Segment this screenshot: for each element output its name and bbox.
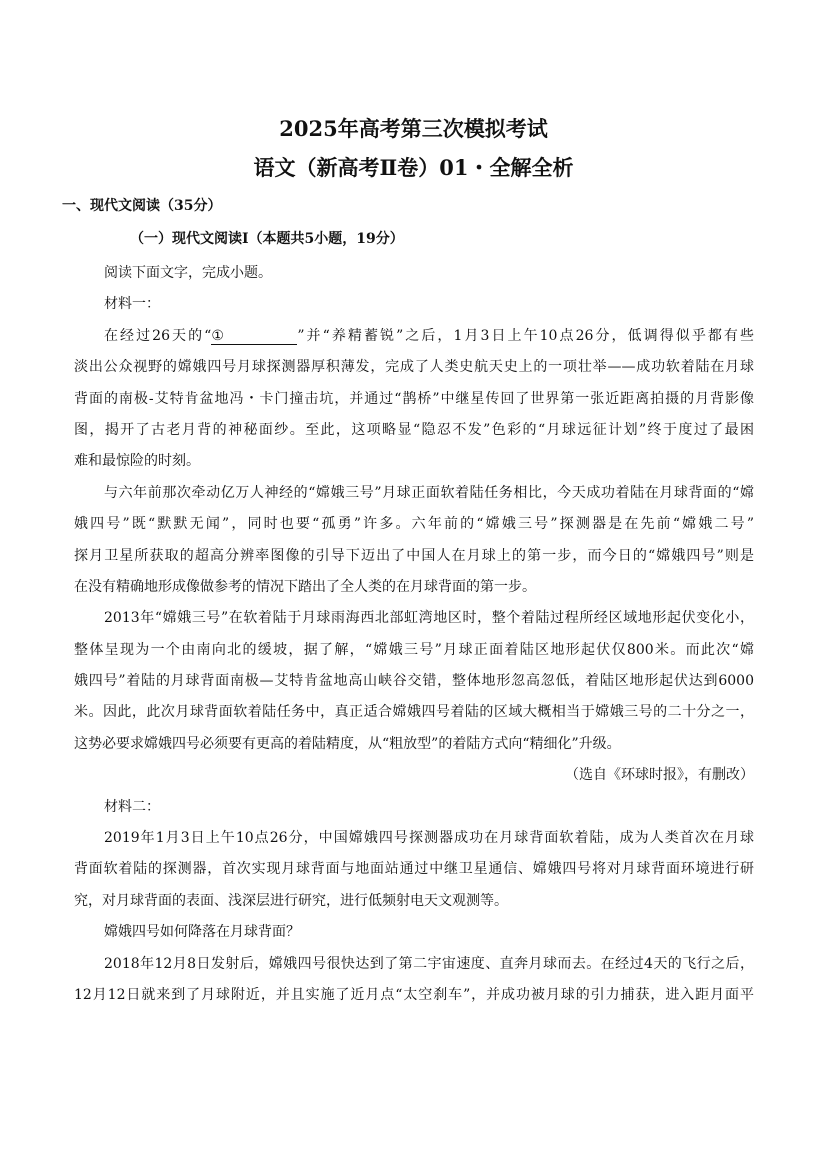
paragraph-line: 难和最惊险的时刻。 (74, 453, 200, 470)
paragraph-line: 背面的南极-艾特肯盆地冯・卡门撞击坑，并通过“鹊桥”中继星传回了世界第一张近距离拍摄的月背影像 (74, 390, 754, 407)
paragraph-line: 究，对月球背面的表面、浅深层进行研究，进行低频射电天文观测等。 (74, 892, 508, 909)
material-2-label: 材料二： (104, 798, 160, 815)
fill-blank[interactable]: ① (211, 328, 297, 345)
paragraph-line: 娥四号”着陆的月球背面南极—艾特肯盆地高山峡谷交错，整体地形忽高忽低，着陆区地形起伏达到6000 (74, 673, 754, 690)
paragraph-line: 2019年1月3日上午10点26分，中国嫦娥四号探测器成功在月球背面软着陆，成为人类首次在月球 (104, 830, 754, 847)
paragraph-line: 在没有精确地形成像做参考的情况下踏出了全人类的在月球背面的第一步。 (74, 578, 536, 595)
paragraph-line: 2013年“嫦娥三号”在软着陆于月球雨海西北部虹湾地区时，整个着陆过程所经区域地形起伏变化小， (104, 610, 754, 627)
document-body (74, 258, 754, 1011)
section-heading: 一、现代文阅读（35分） (62, 198, 222, 214)
source-citation: （选自《环球时报》，有删改） (565, 767, 754, 784)
material-1-label: 材料一： (104, 296, 160, 313)
text: ”并“养精蓄锐”之后，1月3日上午10点26分，低调得似乎都有些 (297, 327, 754, 344)
paragraph-line (74, 321, 754, 352)
paragraph-line: 探月卫星所获取的超高分辨率图像的引导下迈出了中国人在月球上的第一步，而今日的“嫦娥四号”则是 (74, 547, 754, 564)
paragraph-line: 淡出公众视野的嫦娥四号月球探测器厚积薄发，完成了人类史航天史上的一项壮举——成功软着陆在月球 (74, 359, 754, 376)
paragraph-line: 这势必要求嫦娥四号必须要有更高的着陆精度，从“粗放型”的着陆方式向“精细化”升级。 (74, 735, 621, 752)
text: 在经过26天的“ (104, 327, 212, 344)
instruction: 阅读下面文字，完成小题。 (104, 265, 272, 281)
paragraph-line: 2018年12月8日发射后，嫦娥四号很快达到了第二宇宙速度、直奔月球而去。在经过4天的飞行之后， (104, 955, 754, 972)
paragraph-line: 整体呈现为一个由南向北的缓坡，据了解，“嫦娥三号”月球正面着陆区地形起伏仅800米。而此次“嫦 (74, 641, 754, 658)
paragraph-line: 背面软着陆的探测器，首次实现月球背面与地面站通过中继卫星通信、嫦娥四号将对月球背面环境进行研 (74, 861, 754, 878)
page-title: 2025年高考第三次模拟考试 (279, 116, 548, 141)
paragraph-line: 与六年前那次牵动亿万人神经的“嫦娥三号”月球正面软着陆任务相比，今天成功着陆在月球背面的“嫦 (104, 484, 754, 501)
paragraph-line: 12月12日就来到了月球附近，并且实施了近月点“太空刹车”，并成功被月球的引力捕获，进入距月面平 (74, 986, 754, 1003)
question-line: 嫦娥四号如何降落在月球背面？ (104, 924, 300, 941)
paragraph-line: 娥四号”既“默默无闻”，同时也要“孤勇”许多。六年前的“嫦娥三号”探测器是在先前“嫦娥二号” (74, 516, 754, 533)
subsection-heading: （一）现代文阅读Ⅰ（本题共5小题，19分） (130, 231, 404, 247)
page-subtitle: 语文（新高考Ⅱ卷）01・全解全析 (253, 155, 574, 180)
paragraph-line: 米。因此，此次月球背面软着陆任务中，真正适合嫦娥四号着陆的区域大概相当于嫦娥三号的二十分之一， (74, 704, 754, 721)
paragraph-line: 图，揭开了古老月背的神秘面纱。至此，这项略显“隐忍不发”色彩的“月球远征计划”终于度过了最困 (74, 421, 754, 438)
